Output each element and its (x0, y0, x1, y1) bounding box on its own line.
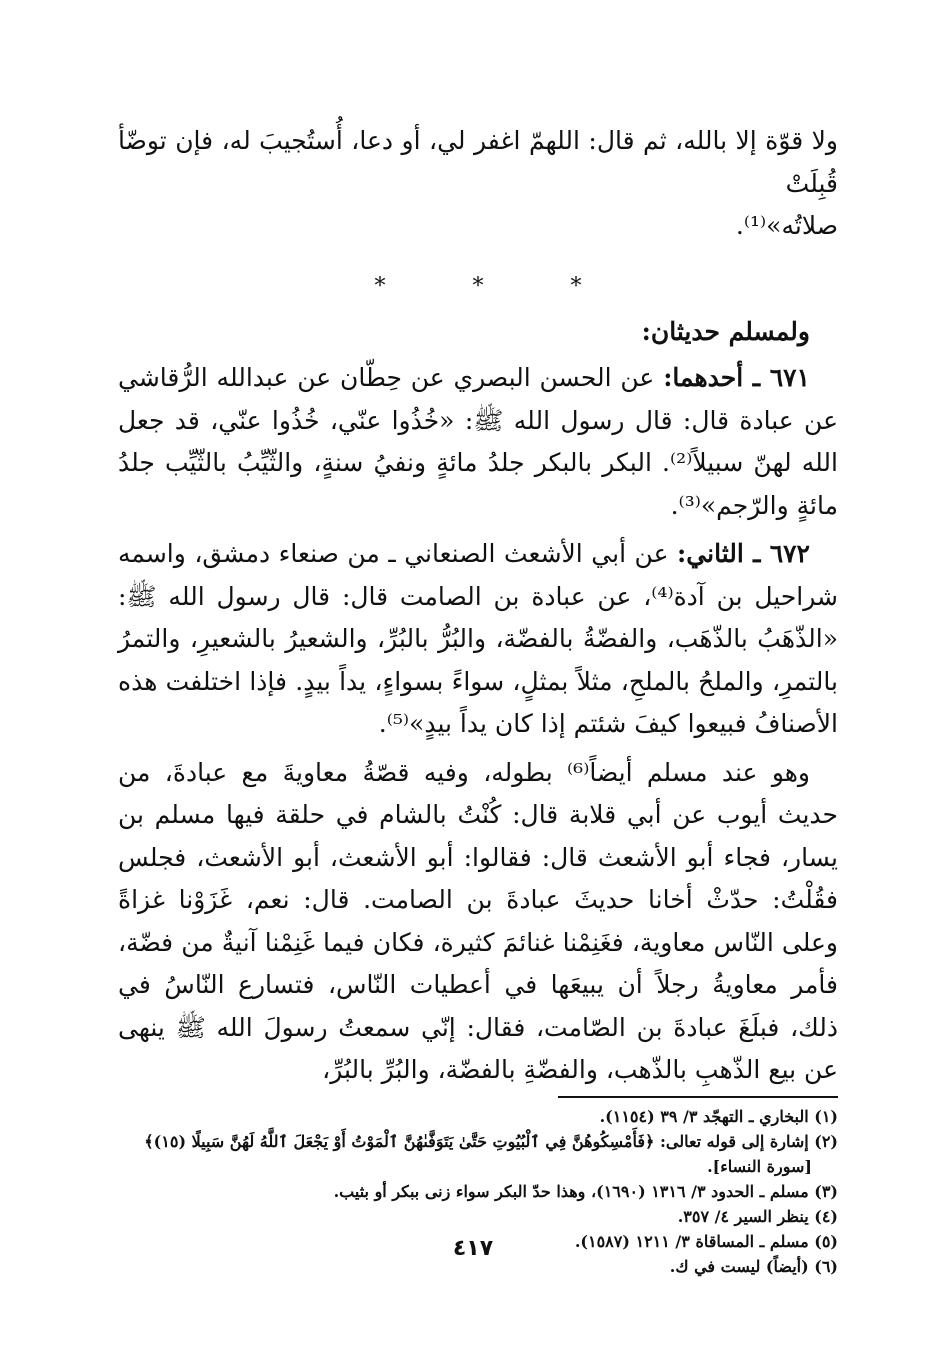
intro-paragraph (118, 120, 838, 248)
intro-line-2: صلاتُه»⁽¹⁾. (735, 211, 838, 240)
page-number: ٤١٧ (452, 1236, 494, 1261)
section-heading: ولمسلم حديثان: (641, 316, 810, 346)
footnote-6: (٦) (أيضاً) ليست في ك. (669, 1256, 838, 1276)
commentary-paragraph: وهو عند مسلم أيضاً⁽⁶⁾ بطوله، وفيه قصّةُ معاويةَ مع عبادةَ، من حديث أيوب عن أبي قلابة قال: كُنْتُ بالشام في حلقة فيها مسلم بن يسار، فجاء أبو الأشعث قال: فقالوا: أبو الأشعث، أبو الأشعث، فجلس فقُلْتُ: حدّثْ أخانا حديثَ عبادةَ بن الصامت. قال: نعم، غَزَوْنا غزاةً وعلى النّاس معاوية، فغَنِمْنا غنائمَ كثيرة، فكان فيما غَنِمْنا آنيةٌ من فضّة، فأمر معاويةُ رجلاً أن يبيعَها في أعطيات النّاس، فتسارع النّاسُ في ذلك، فبلَغَ عبادةَ بن الصّامت، فقال: إنّي سمعتُ رسولَ الله ﷺ ينهى عن بيع الذّهبِ بالذّهب، والفضّةِ بالفضّة، والبُرِّ بالبُرِّ، (118, 757, 838, 1084)
footnote-2: (٢) إشارة إلى قوله تعالى: ﴿فَأَمْسِكُوهُنَّ فِي ٱلْبُيُوتِ حَتَّىٰ يَتَوَفَّىٰهُنَّ ٱلْمَوْتُ أَوْ يَجْعَلَ ٱللَّهُ لَهُنَّ سَبِيلًا (١٥)﴾ (144, 1131, 838, 1151)
hadith-672 (118, 533, 838, 746)
footnote-3: (٣) مسلم ـ الحدود ٣/ ١٣١٦ (١٦٩٠)، وهذا حدّ البكر سواء زنى ببكر أو بثيب. (333, 1181, 838, 1201)
hadith-671-number: ٦٧١ ـ أحدهما: (663, 363, 810, 392)
section-separator: * * * (374, 273, 622, 299)
footnote-divider (558, 1096, 838, 1098)
hadith-672-number: ٦٧٢ ـ الثاني: (677, 539, 810, 568)
hadith-672-text: عن أبي الأشعث الصنعاني ـ من صنعاء دمشق، واسمه شراحيل بن آدة⁽⁴⁾، عن عبادة بن الصامت قال: قال رسول الله ﷺ: «الذّهَبُ بالذّهَب، والفضّةُ بالفضّة، والبُرُّ بالبُرِّ، والشعيرُ بالشعيرِ، والتمرُ بالتمرِ، والملحُ بالملحِ، مثلاً بمثلٍ، سواءً بسواءٍ، يداً بيدٍ. فإذا اختلفت هذه الأصنافُ فبيعوا كيفَ شئتم إذا كان يداً بيدٍ»⁽⁵⁾. (118, 539, 838, 738)
hadith-671-text: عن الحسن البصري عن حِطّان عن عبدالله الرُّقاشي عن عبادة قال: قال رسول الله ﷺ: «خُذُوا عنّي، خُذُوا عنّي، قد جعل الله لهنّ سبيلاً⁽²⁾. البكر بالبكر جلدُ مائةٍ ونفيُ سنةٍ، والثّيِّبُ بالثّيِّب جلدُ مائةٍ والرّجم»⁽³⁾. (118, 363, 838, 520)
footnote-4: (٤) ينظر السير ٤/ ٣٥٧. (677, 1206, 838, 1226)
footnote-1: (١) البخاري ـ التهجّد ٣/ ٣٩ (١١٥٤). (599, 1106, 838, 1126)
page-content (118, 120, 838, 1279)
footnote-2-continued: [سورة النساء]. (707, 1156, 812, 1176)
hadith-671 (118, 357, 838, 527)
intro-line-1: ولا قوّة إلا بالله، ثم قال: اللهمّ اغفر لي، أو دعا، أُستُجيبَ له، فإن توضّأ قُبِلَتْ (118, 126, 838, 198)
footnote-5: (٥) مسلم ـ المساقاة ٣/ ١٢١١ (١٥٨٧). (574, 1231, 838, 1251)
